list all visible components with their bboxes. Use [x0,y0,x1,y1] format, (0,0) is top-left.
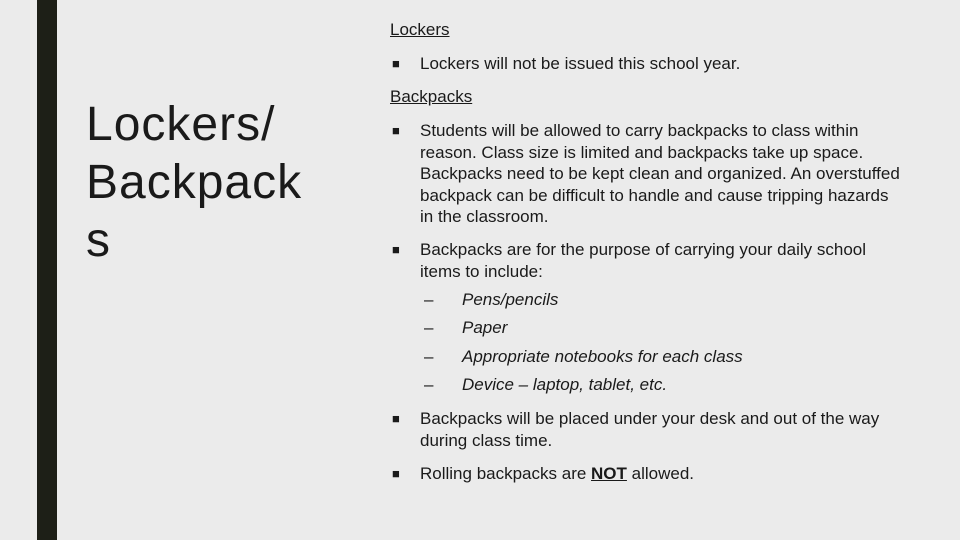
bullet-text [420,463,900,485]
school-items-list [390,286,900,399]
bullet-text: Backpacks will be placed under your desk and out of the way during class time. [420,409,880,450]
square-bullet-icon: ■ [392,242,400,257]
bullet-text: Lockers will not be issued this school year. [420,54,741,73]
list-item-text: Paper [462,318,508,338]
square-bullet-icon: ■ [392,466,400,481]
title-line: s [86,214,111,267]
square-bullet-icon: ■ [392,56,400,71]
bullet-text-suffix: allowed. [626,464,695,483]
backpacks-bullet-2 [390,239,900,399]
dash-icon: – [424,374,434,394]
lockers-bullet [390,53,900,75]
dash-icon: – [424,290,434,309]
title-line: Lockers/ [86,98,276,151]
bullet-text: Backpacks are for the purpose of carrying your daily school items to include: [420,240,867,281]
list-item [424,371,900,399]
list-item [424,314,900,342]
list-item-text: Device – laptop, tablet, etc. [462,374,668,394]
dash-icon: – [424,346,434,366]
lockers-heading: Lockers [390,20,450,39]
backpacks-bullet-1 [390,120,900,228]
slide-title [86,96,356,270]
bullet-text: Students will be allowed to carry backpacks to class within reason. Class size is limited and backpacks take up space. Backpacks need to be kept clean and organized. An overstuffed backpack can be difficult to handle and cause tripping hazards in the classroom. [420,121,900,226]
list-item [424,343,900,371]
square-bullet-icon: ■ [392,123,400,138]
dash-icon: – [424,318,434,338]
backpacks-heading: Backpacks [390,87,473,106]
list-item-text: Appropriate notebooks for each class [462,346,743,366]
backpacks-bullet-4 [390,463,900,485]
list-item-text: Pens/pencils [462,290,559,309]
emphasis-not: NOT [591,464,627,483]
title-line: Backpack [86,156,303,209]
list-item [424,286,900,314]
backpacks-bullet-3 [390,408,900,451]
bullet-text-prefix: Rolling backpacks are [420,464,592,483]
square-bullet-icon: ■ [392,411,400,426]
accent-sidebar-bar [37,0,57,540]
